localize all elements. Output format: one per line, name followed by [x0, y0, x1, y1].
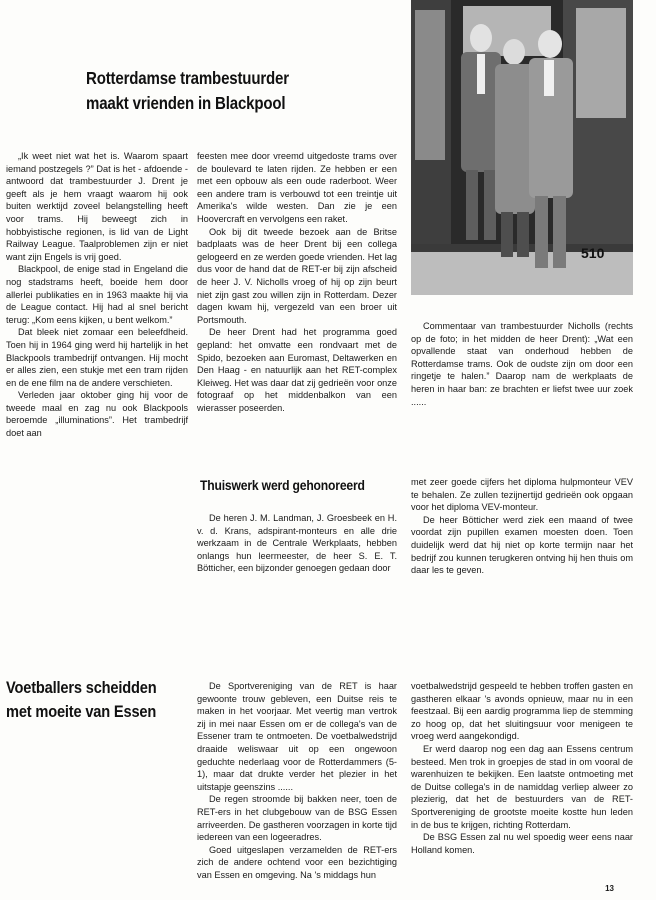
article1-title-line1: Rotterdamse trambestuurder	[86, 68, 289, 88]
article3-title-line1: Voetballers scheidden	[6, 678, 157, 697]
article3-col1-paragraph: De regen stroomde bij bakken neer, toen de RET-ers in het clubgebouw van de BSG Essen arriveerden. De gastheren voorzagen in korte tijd iedereen van een logeeradres.	[197, 794, 397, 843]
article1-col2-paragraph: Ook bij dit tweede bezoek aan de Britse badplaats was de heer Drent bij een collega gelogeerd en ze werden goede vrienden. Het lag dus voor de hand dat de RET-er bij zijn afscheid de heer J. V. Nicholls vroeg of hij op zijn beurt niet zijn gast zou willen zijn in Rotterdam. Dezer dagen kwam hij, vergezeld van een broer uit Portsmouth.	[197, 226, 397, 325]
page-number: 13	[605, 884, 614, 893]
tram-photo-illustration	[411, 0, 633, 295]
article3-col2-paragraph: De BSG Essen zal nu wel spoedig weer eens naar Holland komen.	[411, 832, 633, 855]
article1-col2-paragraph: De heer Drent had het programma goed gepland: het omvatte een rondvaart met de Spido, bezoeken aan Euromast, Deltawerken en Den Haag - en natuurlijk aan het RET-complex Kleiweg. Het was daar dat zij gedrieën voor onze fotograaf op het middenbalkon van een wierasser poseerden.	[197, 327, 397, 413]
article1-title	[86, 66, 289, 116]
article2-col1-paragraph: De heren J. M. Landman, J. Groesbeek en H. v. d. Krans, adspirant-monteurs en alle drie werkzaam in de Centrale Werkplaats, hebben onlangs hun leermeester, de heer S. E. T. Bötticher, een bijzonder genoegen gedaan door	[197, 513, 397, 574]
caption-text: Commentaar van trambestuurder Nicholls (rechts op de foto; in het midden de heer Drent): „Wat een opvallende staat van onderhoud hebben de Rotterdamse trams. Ook de oudste zijn om door een ringetje te halen.” Daarop nam de werkplaats de heren in haar ban: ze brachten er liefst twee uur zoek ......	[411, 321, 633, 407]
article3-col2-paragraph: voetbalwedstrijd gespeeld te hebben troffen gasten en gastheren elkaar 's avonds opnieuw, maar nu in een feestzaal. Bij een aardig programma liep de stemming zo hoog op, dat het sluitingsuur voor menigeen te vroeg werd aangekondigd.	[411, 681, 633, 742]
article2-title: Thuiswerk werd gehonoreerd	[200, 478, 365, 493]
article2-col2-paragraph: met zeer goede cijfers het diploma hulpmonteur VEV te behalen. Ze zullen tezijnertijd gedrieën ook opgaan voor het diploma VEV-monteur.	[411, 477, 633, 513]
article1-col1-paragraph: Dat bleek niet zomaar een beleefdheid. Toen hij in 1964 ging werd hij hartelijk in het Blackpools trambedrijf ontvangen. Hij mocht er alles zien, een stukje met een tram rijden en de ene film na de andere verschieten.	[6, 327, 188, 388]
article1-col2-paragraph: feesten mee door vreemd uitgedoste trams over de boulevard te laten rijden. Ze hebben er een met een opbouw als een oude raderboot. Weer een andere tram is verbouwd tot een treintje uit Amerika's wilde westen. Dan zie je een Hoovercraft en vervolgens een raket.	[197, 151, 397, 224]
article2-column1	[197, 512, 397, 575]
article1-title-line2: maakt vrienden in Blackpool	[86, 93, 286, 113]
article3-col1-paragraph: Goed uitgeslapen verzamelden de RET-ers zich de andere ochtend voor een bezichtiging van Essen en omgeving. Na 's middags hun	[197, 844, 397, 880]
article3-title-line2: met moeite van Essen	[6, 702, 157, 721]
article2-column2	[411, 476, 633, 577]
tram-photo	[411, 0, 633, 295]
article3-col2-paragraph: Er werd daarop nog een dag aan Essens centrum besteed. Men trok in groepjes de stad in om vooral de warenhuizen te bekijken. Een laatste ontmoeting met de Duitse collega's in de namiddag verliep alweer zo plezierig, dat het de bestuurders van de RET-Sportvereniging de grootste moeite kostte hun leden in de bus te krijgen, richting Rotterdam.	[411, 743, 633, 830]
article1-col1-paragraph: „Ik weet niet wat het is. Waarom spaart iemand postzegels ?” Dat is het - afdoende - antwoord dat trambestuurder J. Drent je geeft als je hem vraagt waarom hij ook buiten werktijd zoveel belangstelling heeft voor trams. Hij beweegt zich in hobbyistische regionen, is lid van de Light Railway League. Taalproblemen zijn er niet want zijn Engels is vrij goed.	[6, 151, 188, 262]
article3-col1-paragraph: De Sportvereniging van de RET is haar gewoonte trouw gebleven, een Duitse reis te maken in het voorjaar. Met veertig man vertrok zij in mei naar Essen om er de collega's van de Essener tram te ontmoeten. De voetbalwedstrijd draaide weliswaar uit op een ongewoon geduchte nederlaag voor de Rotterdammers (5-1), maar dat drukte verder het plezier in het uitstapje geenszins ......	[197, 681, 397, 792]
article2-col2-paragraph: De heer Bötticher werd ziek een maand of twee voordat zijn pupillen examen moesten doen. Toen duidelijk werd dat hij niet op korte termijn naar het bedrijf zou kunnen terugkeren ontving hij hen thuis om daar les te geven.	[411, 514, 633, 576]
article3-title	[6, 676, 157, 724]
article1-column1	[6, 150, 188, 440]
article1-column2	[197, 150, 397, 414]
photo-caption	[411, 320, 633, 408]
article3-column2	[411, 680, 633, 856]
article1-col1-paragraph: Verleden jaar oktober ging hij voor de tweede maal en zag nu ook Blackpools beroemde „illuminations”. Het trambedrijf doet aan	[6, 390, 188, 439]
article3-column1	[197, 680, 397, 882]
article1-col1-paragraph: Blackpool, de enige stad in Engeland die nog stadstrams heeft, boeide hem door allerlei publikaties en in 1963 maakte hij via de League contact. Hij had al snel bericht terug: „Kom eens kijken, u bent welkom.”	[6, 264, 188, 325]
tram-number: 510	[581, 245, 605, 261]
